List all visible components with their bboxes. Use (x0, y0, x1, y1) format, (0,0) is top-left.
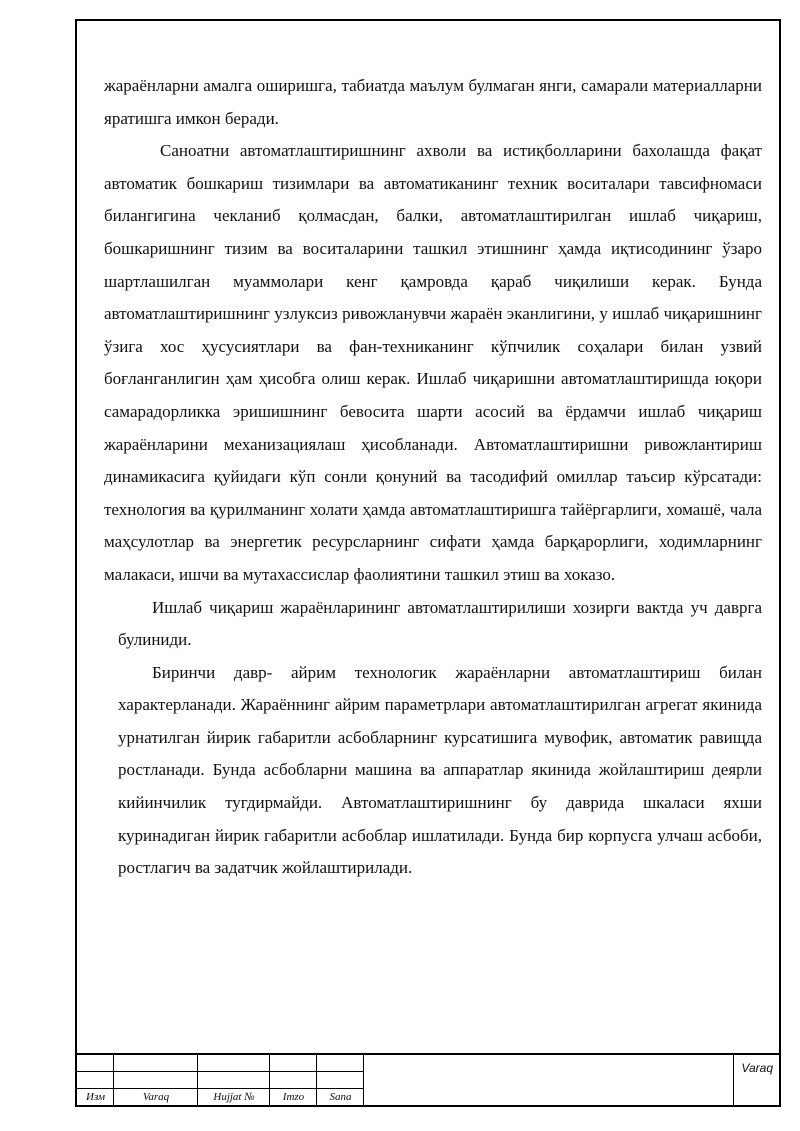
stamp-label-varaq: Varaq (142, 1091, 170, 1103)
paragraph-2: Саноатни автоматлаштиришнинг ахволи ва истиқболларини бахолашда фақат автоматик бошкариш тизимлари ва автоматиканинг техник воситалари тавсифномаси билангигина чекланиб қолмасдан, балки, автоматлаштирилган ишлаб чиқариш, бошкаришнинг тизим ва воситаларини ташкил этишнинг ҳамда иқтисодининг ўзаро шартлашилган муаммолари кенг қамровда қараб чиқилиши керак. Бунда автоматлаштиришнинг узлуксиз ривожланувчи жараён эканлигини, у ишлаб чиқаришнинг ўзига хос ҳусусиятлари ва фан-техниканинг кўпчилик соҳалари билан узвий боғланганлигин ҳам ҳисобга олиш керак. Ишлаб чиқаришни автоматлаштиришда юқори самарадорликка эришишнинг бевосита шарти асосий ва ёрдамчи ишлаб чиқариш жараёнларини механизациялаш ҳисобланади. Автоматлаштиришни ривожлантириш динамикасига қуйидаги кўп сонли қонуний ва тасодифий омиллар таъсир кўрсатади: технология ва қурилманинг холати ҳамда автоматлаштиришга тайёргарлиги, хомашё, чала маҳсулотлар ва энергетик ресурсларнинг сифати ҳамда барқарорлиги, ходимларнинг малакаси, ишчи ва мутахассислар фаолиятини ташкил этиш ва хоказо. (104, 141, 762, 584)
paragraph-3: Ишлаб чиқариш жараёнларининг автоматлаштирилиши хозирги вактда уч даврга булиниди. (118, 597, 762, 650)
stamp-row-divider (77, 1071, 364, 1072)
title-block (77, 1053, 779, 1105)
paragraph-4: Биринчи давр- айрим технологик жараёнларни автоматлаштириш билан характерланади. Жараённинг айрим параметрлари автоматлаштирилган агрегат якинида урнатилган йирик габаритли асбобларнинг курсатишига мувофик, автоматик равищда ростланади. Бунда асбобларни машина ва аппаратлар якинида жойлаштириш деярли кийинчилик тугдирмайди. Автоматлаштиришнинг бу даврида шкаласи яхши куринадиган йирик габаритли асбоблар ишлатилади. Бунда бир корпусга улчаш асбоби, ростлагич ва задатчик жойлаштирилади. (118, 662, 762, 878)
document-body (104, 70, 762, 885)
stamp-row-divider (77, 1088, 364, 1089)
sheet-number-label: Varaq (741, 1061, 773, 1075)
paragraph-1: жараёнларни амалга оширишга, табиатда маълум булмаган янги, самарали материалларни яратишга имкон беради. (104, 76, 762, 128)
stamp-label-hujjat: Hujjat № (213, 1091, 255, 1103)
sheet-number-box (733, 1055, 779, 1107)
stamp-label-izm: Изм (86, 1091, 105, 1103)
stamp-label-imzo: Imzo (282, 1091, 305, 1103)
stamp-label-sana: Sana (329, 1091, 352, 1103)
